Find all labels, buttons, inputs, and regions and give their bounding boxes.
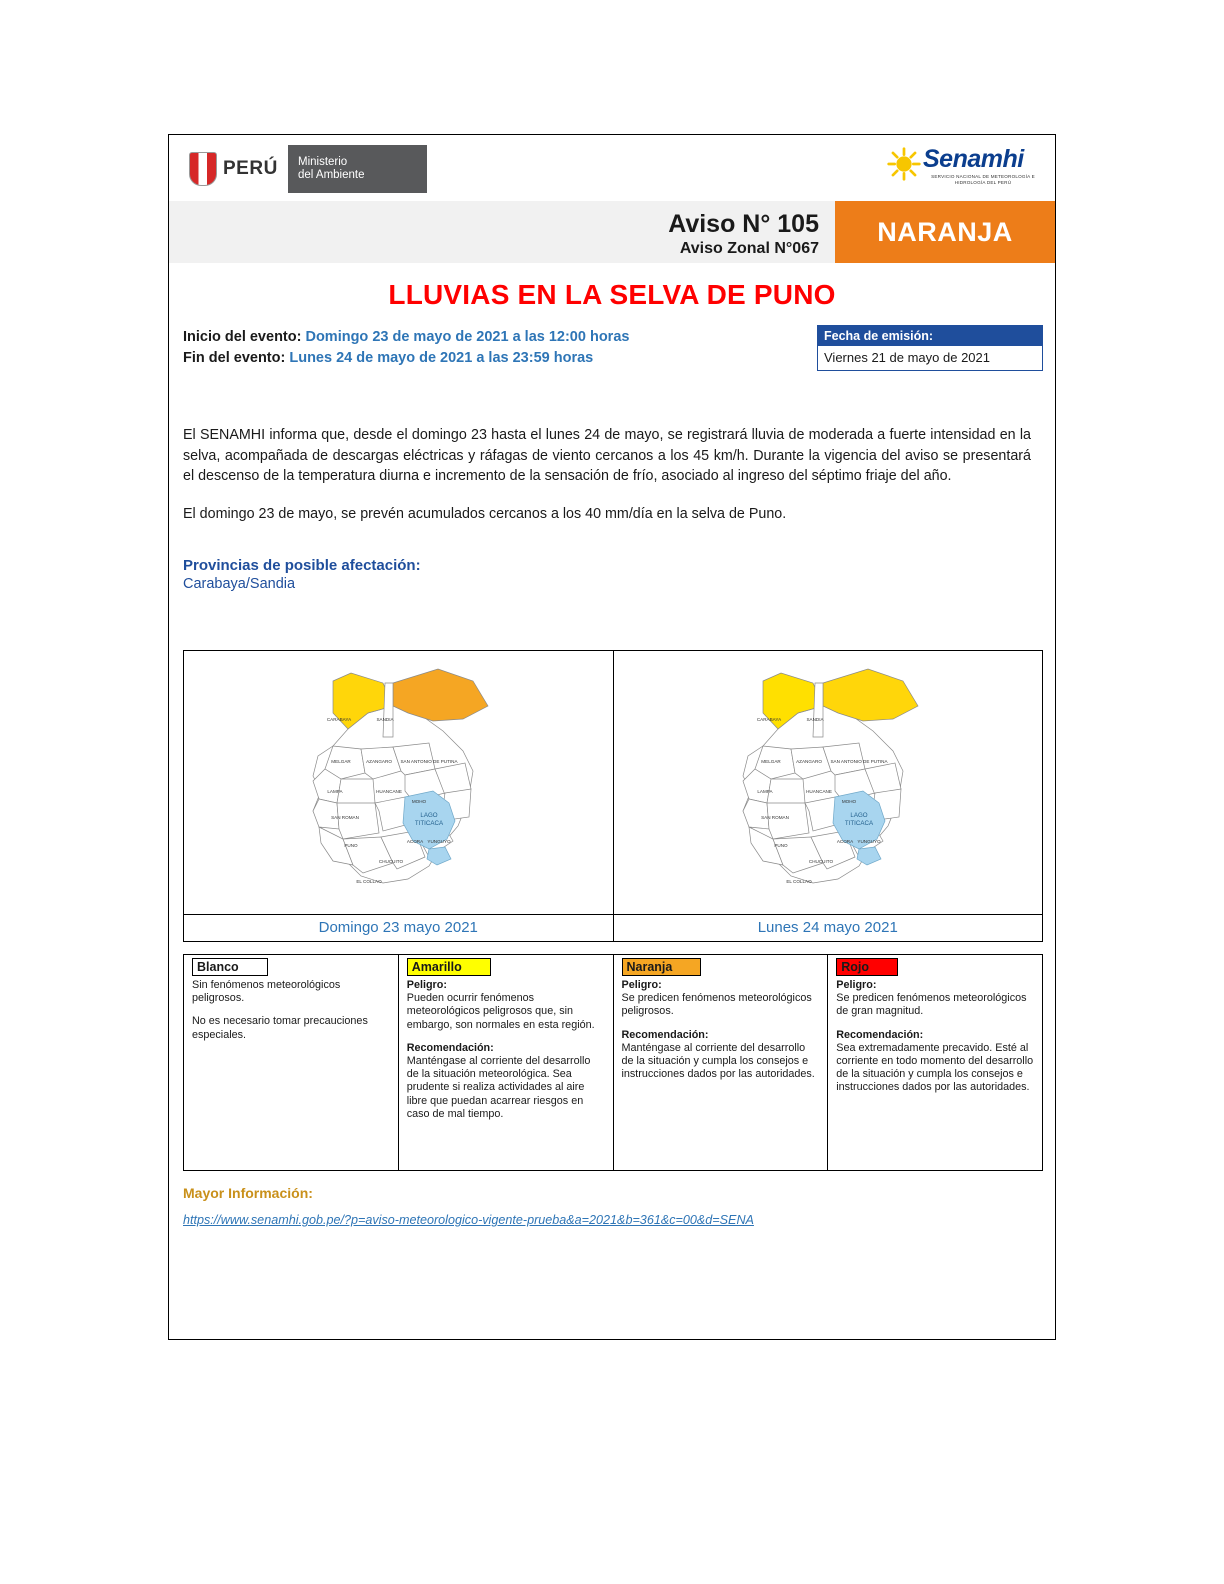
svg-text:HUANCANE: HUANCANE <box>805 789 832 794</box>
svg-text:ACORA: ACORA <box>836 839 853 844</box>
legend-header-naranja <box>614 955 828 974</box>
svg-text:CHUCUITO: CHUCUITO <box>379 859 404 864</box>
svg-text:LAMPA: LAMPA <box>327 789 343 794</box>
legend-block-title: Recomendación: <box>836 1028 924 1041</box>
svg-text:YUNGUYO: YUNGUYO <box>427 839 451 844</box>
svg-text:SAN ROMAN: SAN ROMAN <box>760 815 789 820</box>
map-cell-day2 <box>613 651 1043 941</box>
svg-text:SANDIA: SANDIA <box>806 717 824 722</box>
legend-header-blanco <box>184 955 398 974</box>
svg-text:LAGO: LAGO <box>420 812 438 819</box>
svg-text:PUNO: PUNO <box>344 843 358 848</box>
legend-text: No es necesario tomar precauciones especiales. <box>192 1015 368 1041</box>
svg-text:SANDIA: SANDIA <box>376 717 394 722</box>
legend-block-text: Manténgase al corriente del desarrollo de la situación meteorológica. Sea prudente si realiza actividades al aire libre que puedan acarrear riesgos en caso de mal tiempo. <box>406 1055 591 1120</box>
event-end-label: Fin del evento: <box>183 350 286 366</box>
svg-text:CARABAYA: CARABAYA <box>327 717 352 722</box>
svg-text:AZANGARO: AZANGARO <box>366 759 393 764</box>
svg-text:MELGAR: MELGAR <box>761 759 781 764</box>
svg-text:YUNGUYO: YUNGUYO <box>857 839 881 844</box>
emission-date-value: Viernes 21 de mayo de 2021 <box>818 346 1042 370</box>
legend-column-rojo <box>827 955 1042 1170</box>
affected-provinces-label: Provincias de posible afectación: <box>183 557 421 574</box>
svg-text:HUANCANE: HUANCANE <box>376 789 403 794</box>
senamhi-logo <box>883 141 1043 195</box>
map-caption-day2: Lunes 24 mayo 2021 <box>614 914 1043 941</box>
peru-coat-of-arms-icon <box>189 152 217 186</box>
legend-chip-rojo: Rojo <box>836 958 898 976</box>
legend-column-naranja <box>613 955 828 1170</box>
legend-body-rojo <box>828 974 1042 1103</box>
legend-block-title: Peligro: <box>621 979 662 991</box>
puno-map-day2 <box>663 651 993 901</box>
legend-block-text: Sea extremadamente precavido. Esté al corriente en todo momento del desarrollo de la situación y cumpla los consejos e instrucciones dados por las autoridades. <box>836 1041 1034 1094</box>
notice-bar <box>169 201 1055 263</box>
peru-label: PERÚ <box>223 158 278 179</box>
legend-body-naranja <box>614 974 828 1089</box>
svg-text:SAN ANTONIO DE PUTINA: SAN ANTONIO DE PUTINA <box>400 759 458 764</box>
ministry-line-2: del Ambiente <box>298 169 365 181</box>
legend-chip-blanco: Blanco <box>192 958 268 976</box>
alert-level-legend <box>183 954 1043 1171</box>
body-paragraph-2: El domingo 23 de mayo, se prevén acumulados cercanos a los 40 mm/día en la selva de Puno. <box>183 505 787 522</box>
svg-text:LAGO: LAGO <box>850 812 868 819</box>
svg-text:TITICACA: TITICACA <box>415 820 444 827</box>
svg-text:EL COLLAO: EL COLLAO <box>356 879 382 884</box>
map-canvas-day1 <box>184 651 613 914</box>
peru-government-logo <box>183 145 427 193</box>
alert-level-badge: NARANJA <box>835 201 1055 263</box>
notice-number: Aviso N° 105 <box>668 210 819 238</box>
svg-text:MELGAR: MELGAR <box>331 759 351 764</box>
ministry-line-1: Ministerio <box>298 156 348 168</box>
emission-date-box <box>817 325 1043 371</box>
advisory-body <box>169 387 1055 524</box>
svg-text:AZANGARO: AZANGARO <box>795 759 822 764</box>
legend-block-title: Recomendación: <box>406 1041 494 1054</box>
event-dates-section <box>169 323 1055 387</box>
legend-block <box>622 979 820 1019</box>
map-cell-day1 <box>184 651 613 941</box>
svg-text:MOHO: MOHO <box>841 799 856 804</box>
advisory-document <box>168 134 1056 1340</box>
legend-block-text: Se predicen fenómenos meteorológicos de gran magnitud. <box>836 992 1027 1018</box>
legend-chip-naranja: Naranja <box>622 958 702 976</box>
affected-provinces-value: Carabaya/Sandia <box>183 576 296 592</box>
svg-text:SAN ANTONIO DE PUTINA: SAN ANTONIO DE PUTINA <box>830 759 888 764</box>
event-end-value: Lunes 24 de mayo de 2021 a las 23:59 horas <box>289 350 594 366</box>
svg-text:TITICACA: TITICACA <box>844 820 873 827</box>
map-caption-day1: Domingo 23 mayo 2021 <box>184 914 613 941</box>
sun-icon <box>887 147 921 181</box>
notice-zonal-number: Aviso Zonal N°067 <box>679 240 819 257</box>
legend-header-amarillo <box>399 955 613 974</box>
puno-map-day1 <box>233 651 563 901</box>
legend-block-text: Manténgase al corriente del desarrollo de la situación y cumpla los consejos e instrucciones dados por las autoridades. <box>621 1041 815 1081</box>
svg-text:MOHO: MOHO <box>412 799 427 804</box>
legend-block-title: Peligro: <box>836 979 877 991</box>
legend-block <box>407 1042 605 1121</box>
legend-block <box>407 979 605 1032</box>
svg-text:EL COLLAO: EL COLLAO <box>786 879 812 884</box>
ministry-block <box>287 145 427 193</box>
forecast-maps <box>183 650 1043 942</box>
senamhi-tagline: SERVICIO NACIONAL DE METEOROLOGÍA E HIDROLOGÍA DEL PERÚ <box>931 174 1035 185</box>
legend-text: Sin fenómenos meteorológicos peligrosos. <box>192 979 341 1005</box>
legend-block <box>836 1029 1034 1095</box>
legend-block <box>836 979 1034 1019</box>
page-title: LLUVIAS EN LA SELVA DE PUNO <box>388 279 836 310</box>
emission-date-label: Fecha de emisión: <box>818 326 1042 346</box>
svg-text:PUNO: PUNO <box>774 843 788 848</box>
legend-header-rojo <box>828 955 1042 974</box>
senamhi-wordmark: Senamhi <box>923 145 1024 173</box>
legend-block-text: Se predicen fenómenos meteorológicos peligrosos. <box>621 992 812 1018</box>
svg-text:CARABAYA: CARABAYA <box>756 717 781 722</box>
event-start-label: Inicio del evento: <box>183 329 302 345</box>
peru-brand <box>183 145 287 193</box>
event-start-value: Domingo 23 de mayo de 2021 a las 12:00 horas <box>305 329 630 345</box>
legend-body-amarillo <box>399 974 613 1129</box>
legend-column-blanco <box>184 955 398 1170</box>
more-info-label: Mayor Información: <box>183 1185 313 1201</box>
legend-block-title: Recomendación: <box>621 1028 709 1041</box>
document-header <box>169 135 1055 201</box>
legend-block-title: Peligro: <box>406 979 447 991</box>
svg-text:ACORA: ACORA <box>407 839 424 844</box>
svg-text:CHUCUITO: CHUCUITO <box>808 859 833 864</box>
map-canvas-day2 <box>614 651 1043 914</box>
body-paragraph-1: El SENAMHI informa que, desde el domingo 23 hasta el lunes 24 de mayo, se registrará lluvia de moderada a fuerte intensidad en la selva, acompañada de descargas eléctricas y ráfagas de viento cercanos a los 45 km/h. Durante la vigencia del aviso se presentará el descenso de la temperatura diurna e incremento de la sensación de frío, asociado al ingreso del séptimo friaje del año. <box>183 427 1031 484</box>
legend-chip-amarillo: Amarillo <box>407 958 491 976</box>
notice-numbers <box>169 201 835 263</box>
svg-text:SAN ROMAN: SAN ROMAN <box>331 815 360 820</box>
svg-text:LAMPA: LAMPA <box>757 789 773 794</box>
legend-body-blanco <box>184 974 398 1050</box>
legend-column-amarillo <box>398 955 613 1170</box>
more-info-link[interactable]: https://www.senamhi.gob.pe/?p=aviso-meteorologico-vigente-prueba&a=2021&b=361&c=00&d=SENA <box>183 1213 754 1227</box>
legend-block-text: Pueden ocurrir fenómenos meteorológicos peligrosos que, sin embargo, son normales en esta región. <box>406 992 595 1031</box>
legend-block <box>622 1029 820 1082</box>
